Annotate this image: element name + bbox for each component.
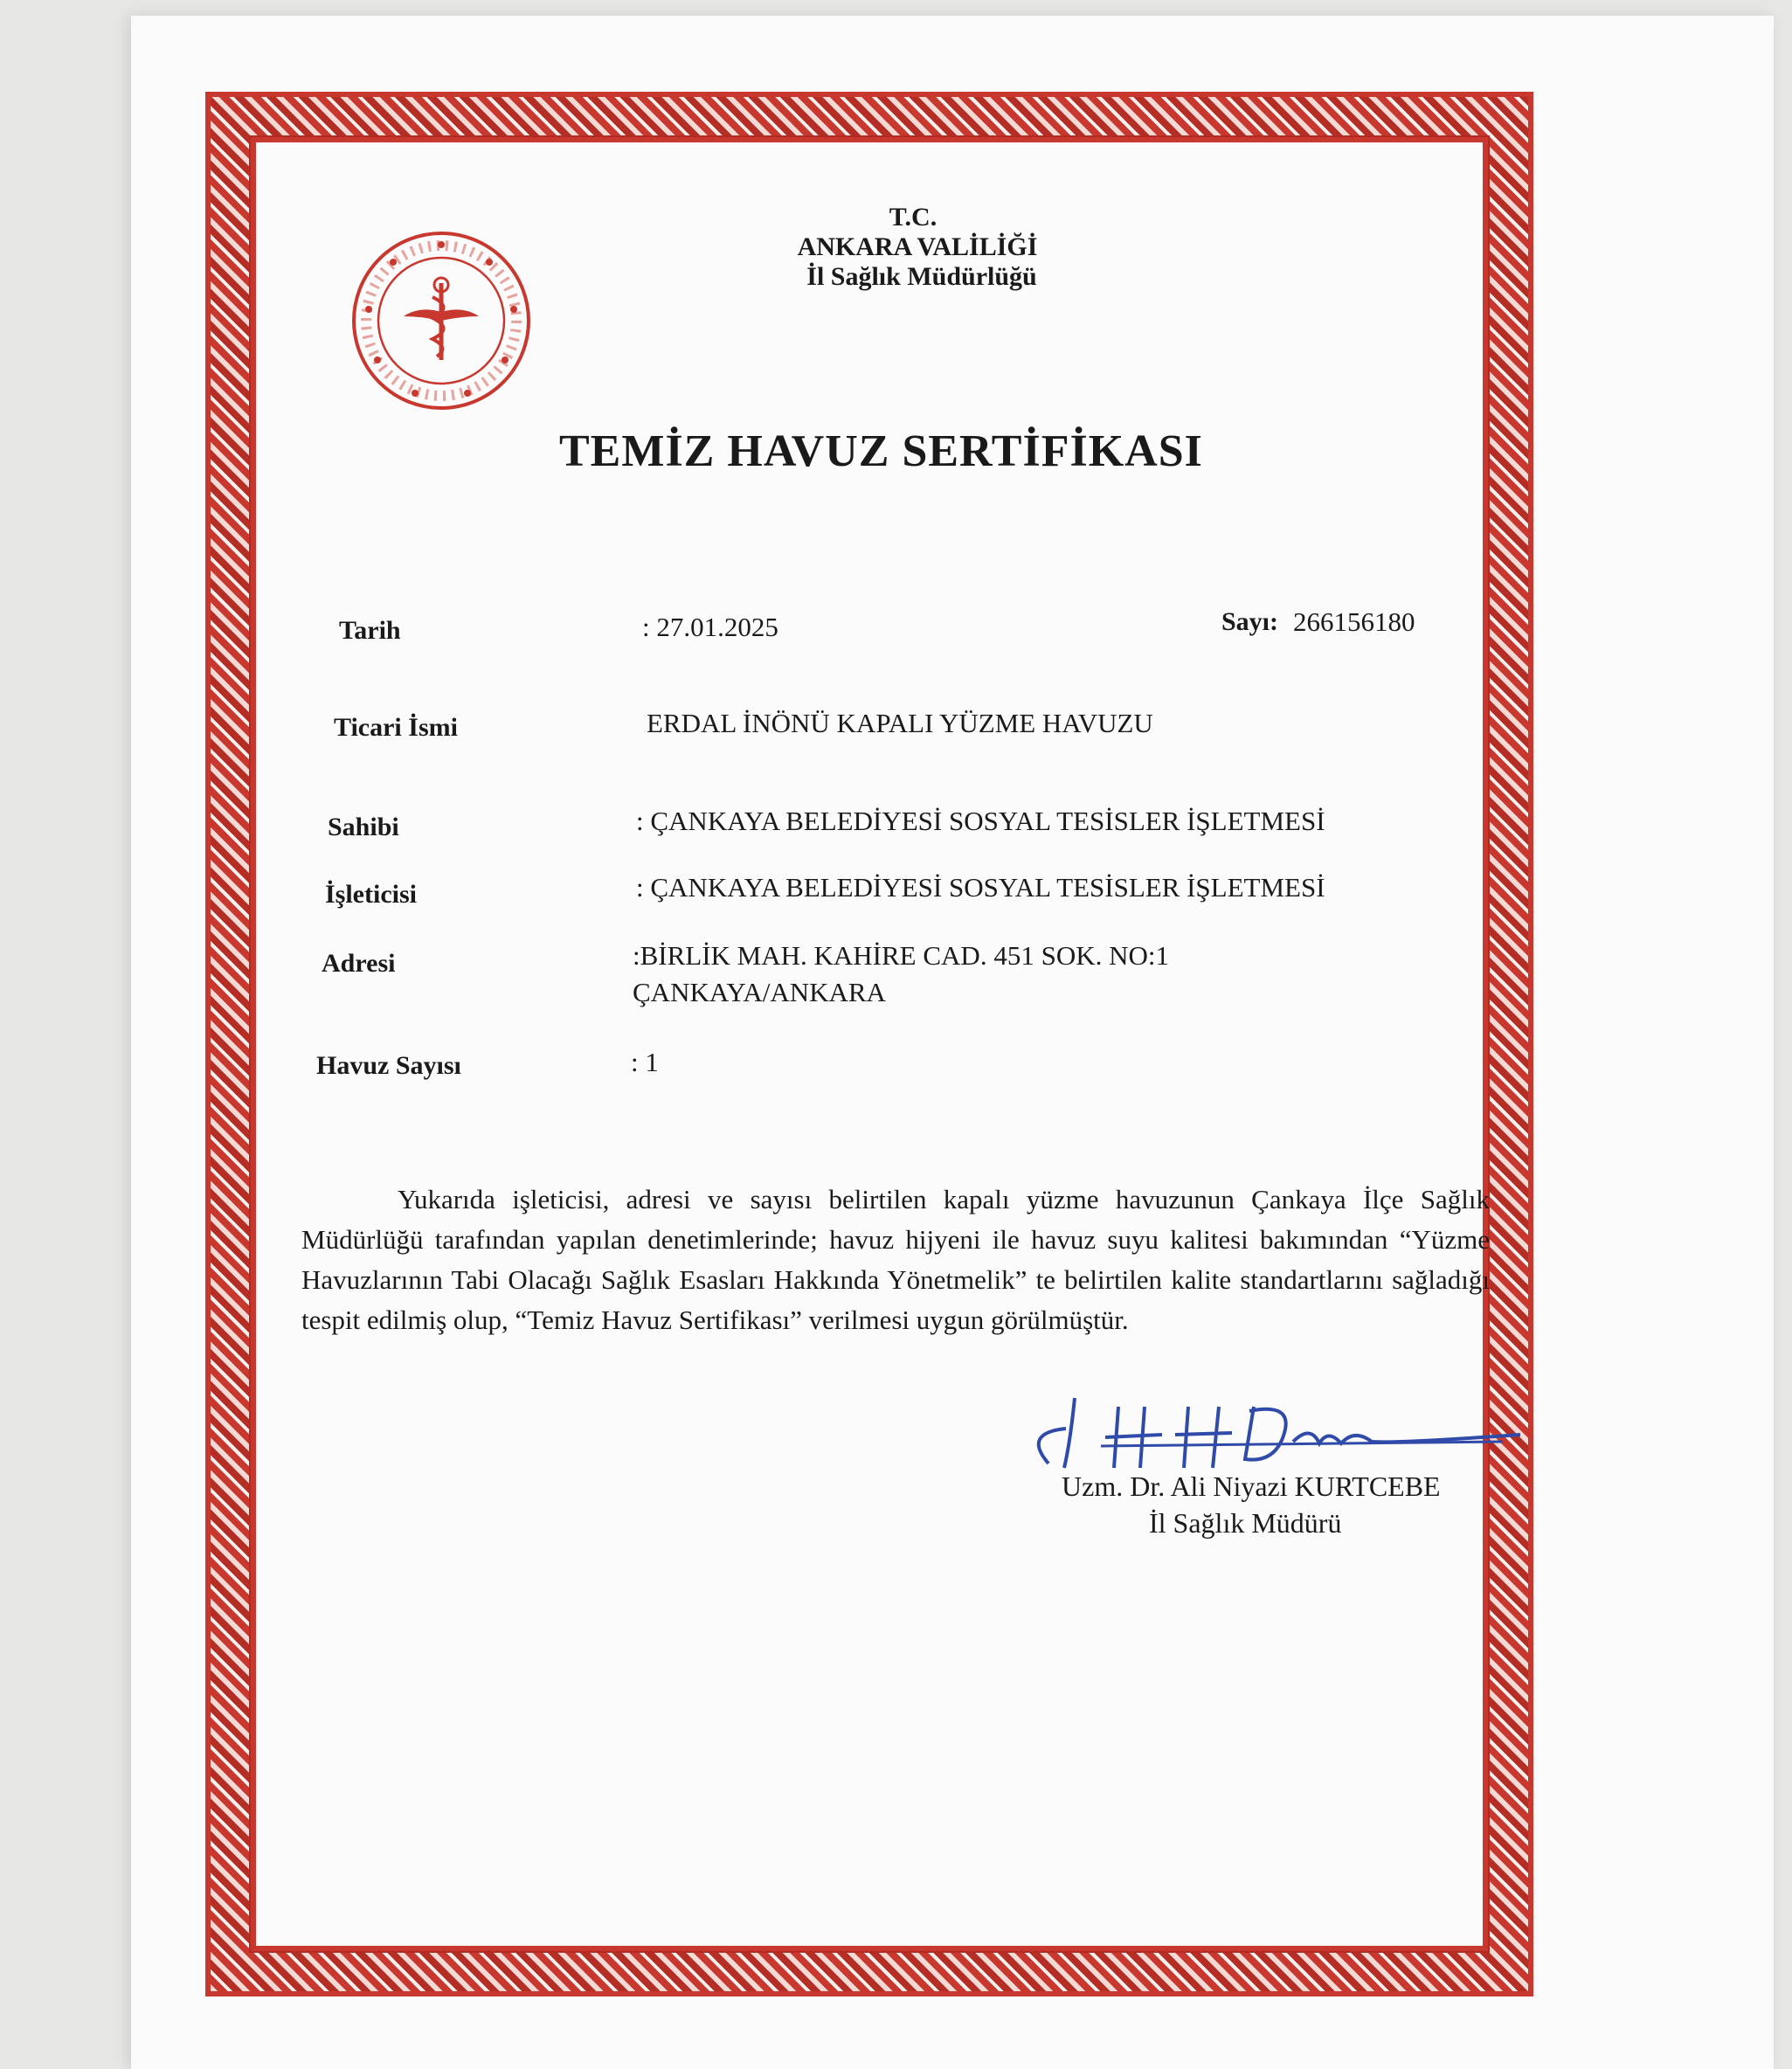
certificate-title: TEMİZ HAVUZ SERTİFİKASI xyxy=(559,426,1203,476)
ticari-isim-value: ERDAL İNÖNÜ KAPALI YÜZME HAVUZU xyxy=(647,708,1153,738)
sahibi-label: Sahibi xyxy=(328,813,399,841)
sahibi-value: : ÇANKAYA BELEDİYESİ SOSYAL TESİSLER İŞLETMESİ xyxy=(636,806,1325,836)
adres-label: Adresi xyxy=(322,949,396,978)
tarih-value: : 27.01.2025 xyxy=(642,612,778,642)
signatory-name: Uzm. Dr. Ali Niyazi KURTCEBE xyxy=(1062,1470,1441,1502)
header-mudurluk: İl Sağlık Müdürlüğü xyxy=(806,262,1037,291)
certificate-body-text: Yukarıda işleticisi, adresi ve sayısı belirtilen kapalı yüzme havuzunun Çankaya İlçe Sağlık Müdürlüğü tarafından yapılan denetimlerinde; havuz hijyeni ile havuz suyu kalitesi bakımından “Yüzme Havuzlarının Tabi Olacağı Sağlık Esasları Hakkında Yönetmelik” te belirtilen kalite standartlarını sağladığı tespit edilmiş olup, “Temiz Havuz Sertifikası” verilmesi uygun görülmüştür. xyxy=(301,1184,1490,1335)
header-tc: T.C. xyxy=(889,203,938,232)
signature-icon xyxy=(1014,1380,1538,1485)
isletici-label: İşleticisi xyxy=(325,880,417,909)
isletici-value: : ÇANKAYA BELEDİYESİ SOSYAL TESİSLER İŞLETMESİ xyxy=(636,872,1325,903)
adres-value-line1: :BİRLİK MAH. KAHİRE CAD. 451 SOK. NO:1 xyxy=(633,940,1169,971)
header-valilik: ANKARA VALİLİĞİ xyxy=(797,232,1038,261)
havuz-sayisi-label: Havuz Sayısı xyxy=(316,1051,461,1080)
signatory-role: İl Sağlık Müdürü xyxy=(1149,1507,1342,1539)
tarih-label: Tarih xyxy=(339,616,401,645)
ministry-seal-icon xyxy=(349,229,533,412)
ticari-isim-label: Ticari İsmi xyxy=(334,713,458,742)
sayi-value: 266156180 xyxy=(1293,606,1415,637)
sayi-label: Sayı: xyxy=(1221,607,1279,636)
havuz-sayisi-value: : 1 xyxy=(631,1047,659,1077)
adres-value-line2: ÇANKAYA/ANKARA xyxy=(633,977,886,1007)
